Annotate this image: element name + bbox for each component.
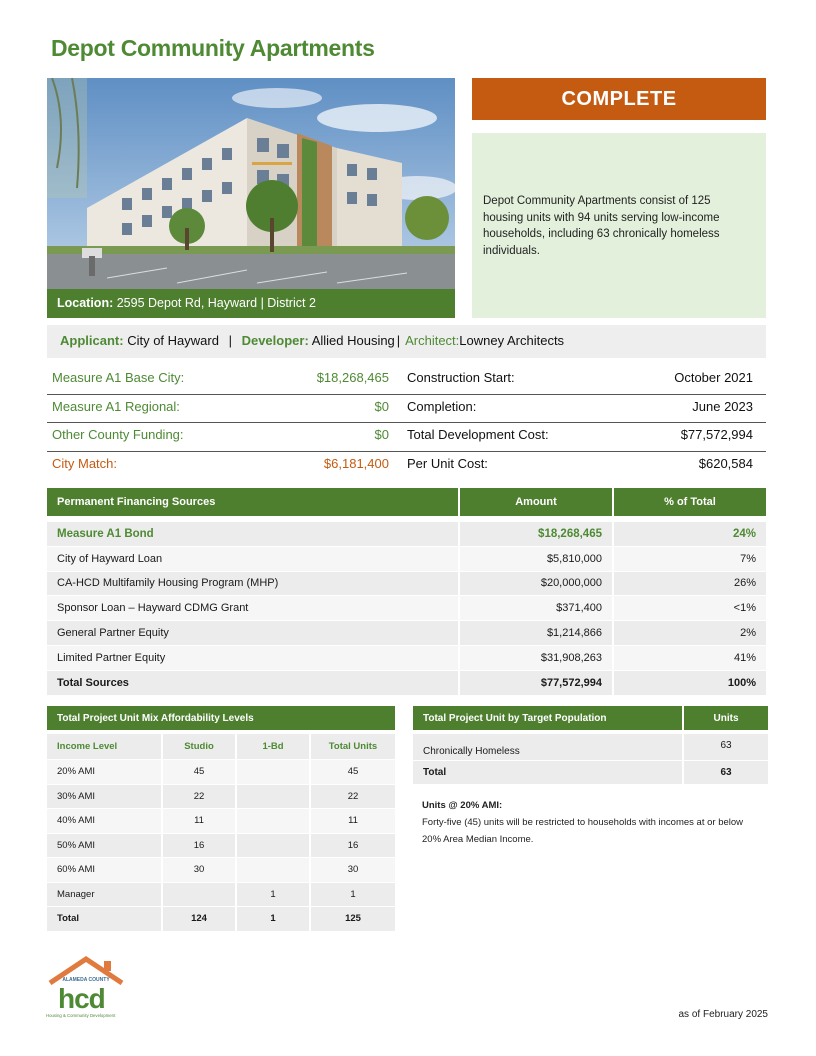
column-header: Amount [458,488,612,516]
total-cell: 45 [309,760,395,785]
schedule-value: June 2023 [692,398,753,414]
schedule-label: Total Development Cost: [407,427,549,442]
status-badge: COMPLETE [472,78,766,120]
total-cell: 30 [309,858,395,883]
schedule-value: $77,572,994 [680,427,753,442]
funding-label: Measure A1 Regional: [52,398,180,414]
table-row [47,621,766,646]
one-bd-cell: 1 [235,907,309,932]
summary-box [472,133,766,318]
hcd-logo [46,955,126,1023]
schedule-value: $620,584 [698,455,753,471]
total-row [413,761,768,785]
table-row [47,596,766,621]
funding-label: Measure A1 Base City: [52,370,185,385]
level-cell: 20% AMI [47,760,161,785]
source-cell: Measure A1 Bond [47,522,458,547]
population-cell: Total [413,761,682,785]
source-cell: Total Sources [47,671,458,696]
funding-row [47,366,766,395]
page-title: Depot Community Apartments [51,35,375,61]
schedule-label: Per Unit Cost: [407,455,488,471]
as-of-date: as of February 2025 [678,1009,768,1020]
table-row [47,547,766,572]
note-text: Forty-five (45) units will be restricted to households with incomes at or below 20% Area Median Income. [422,817,744,845]
source-cell: Sponsor Loan – Hayward CDMG Grant [47,596,458,621]
one-bd-cell [235,760,309,785]
table-row [47,785,395,810]
funding-value: $0 [374,398,389,414]
level-cell: 50% AMI [47,834,161,859]
funding-value: $18,268,465 [316,370,389,385]
one-bd-cell [235,834,309,859]
source-cell: Limited Partner Equity [47,646,458,671]
level-cell: Manager [47,883,161,908]
separator: | [396,333,401,348]
separator: | [228,333,232,348]
amount-cell: $1,214,866 [458,621,612,646]
amount-cell: $77,572,994 [458,671,612,696]
column-header: Total Project Unit by Target Population [413,706,682,730]
column-header: % of Total [612,488,766,516]
table-row [47,572,766,597]
location-bar [47,289,455,318]
pct-cell: 24% [612,522,766,547]
funding-value: $0 [374,427,389,442]
table-header-row [47,488,766,516]
one-bd-cell [235,858,309,883]
note-heading: Units @ 20% AMI: [422,800,503,811]
level-cell: 40% AMI [47,809,161,834]
total-row [47,671,766,696]
pct-cell: 7% [612,547,766,572]
total-cell: 22 [309,785,395,810]
amount-cell: $20,000,000 [458,572,612,597]
total-cell: 125 [309,907,395,932]
funding-summary [47,366,766,480]
building-illustration [47,78,455,318]
table-row [47,809,395,834]
source-cell: General Partner Equity [47,621,458,646]
funding-value: $6,181,400 [323,455,389,471]
ami-note [422,797,762,848]
table-row [47,646,766,671]
studio-cell: 30 [161,858,235,883]
one-bd-cell [235,785,309,810]
one-bd-cell: 1 [235,883,309,908]
pct-cell: 100% [612,671,766,696]
column-header: Total Units [309,734,395,760]
developer-value: Allied Housing [311,333,395,348]
architect-label: Architect: [405,333,460,348]
studio-cell: 45 [161,760,235,785]
column-header: Permanent Financing Sources [47,488,458,516]
level-cell: Total [47,907,161,932]
architect-value: Lowney Architects [459,333,565,348]
studio-cell: 11 [161,809,235,834]
target-population-table [413,706,768,785]
table-row [413,734,768,761]
total-cell: 16 [309,834,395,859]
column-header: Studio [161,734,235,760]
funding-label: City Match: [52,455,118,471]
level-cell: 60% AMI [47,858,161,883]
level-cell: 30% AMI [47,785,161,810]
studio-cell: 22 [161,785,235,810]
table-row [47,858,395,883]
funding-label: Other County Funding: [52,427,184,442]
logo-tagline: Housing & Community Development [46,1013,116,1018]
summary-text: Depot Community Apartments consist of 125 housing units with 94 units serving low-income households, including 63 chronically homeless individuals. [483,195,720,257]
amount-cell: $371,400 [458,596,612,621]
unit-mix-table [47,706,395,932]
funding-row [47,452,766,481]
column-header: Income Level [47,734,161,760]
table-row [47,883,395,908]
table-row [47,522,766,547]
applicant-value: City of Hayward [127,333,219,348]
logo-county: ALAMEDA COUNTY [62,977,110,983]
total-row [47,907,395,932]
schedule-value: October 2021 [674,370,753,385]
applicant-label: Applicant: [60,333,124,348]
financing-sources-table [47,488,766,696]
units-cell: 63 [682,761,768,785]
total-cell: 11 [309,809,395,834]
pct-cell: 41% [612,646,766,671]
total-cell: 1 [309,883,395,908]
pct-cell: <1% [612,596,766,621]
source-cell: City of Hayward Loan [47,547,458,572]
amount-cell: $5,810,000 [458,547,612,572]
project-team-bar [47,325,766,358]
developer-label: Developer: [241,333,309,348]
location-text: 2595 Depot Rd, Hayward | District 2 [116,296,316,310]
studio-cell [161,883,235,908]
amount-cell: $31,908,263 [458,646,612,671]
one-bd-cell [235,809,309,834]
amount-cell: $18,268,465 [458,522,612,547]
column-header: Units [682,706,768,730]
location-label: Location: [57,296,114,310]
table-row [47,760,395,785]
studio-cell: 124 [161,907,235,932]
pct-cell: 2% [612,621,766,646]
table-header-row [47,734,395,760]
column-header: 1-Bd [235,734,309,760]
building-photo [47,78,455,318]
population-cell: Chronically Homeless [413,734,682,761]
source-cell: CA-HCD Multifamily Housing Program (MHP) [47,572,458,597]
table-title: Total Project Unit Mix Affordability Levels [47,706,395,730]
pct-cell: 26% [612,572,766,597]
units-cell: 63 [682,734,768,761]
table-header-row [413,706,768,730]
studio-cell: 16 [161,834,235,859]
logo-wordmark: hcd [58,983,105,1014]
schedule-label: Completion: [407,398,477,414]
schedule-label: Construction Start: [407,370,515,385]
funding-row [47,395,766,424]
funding-row [47,423,766,452]
table-row [47,834,395,859]
